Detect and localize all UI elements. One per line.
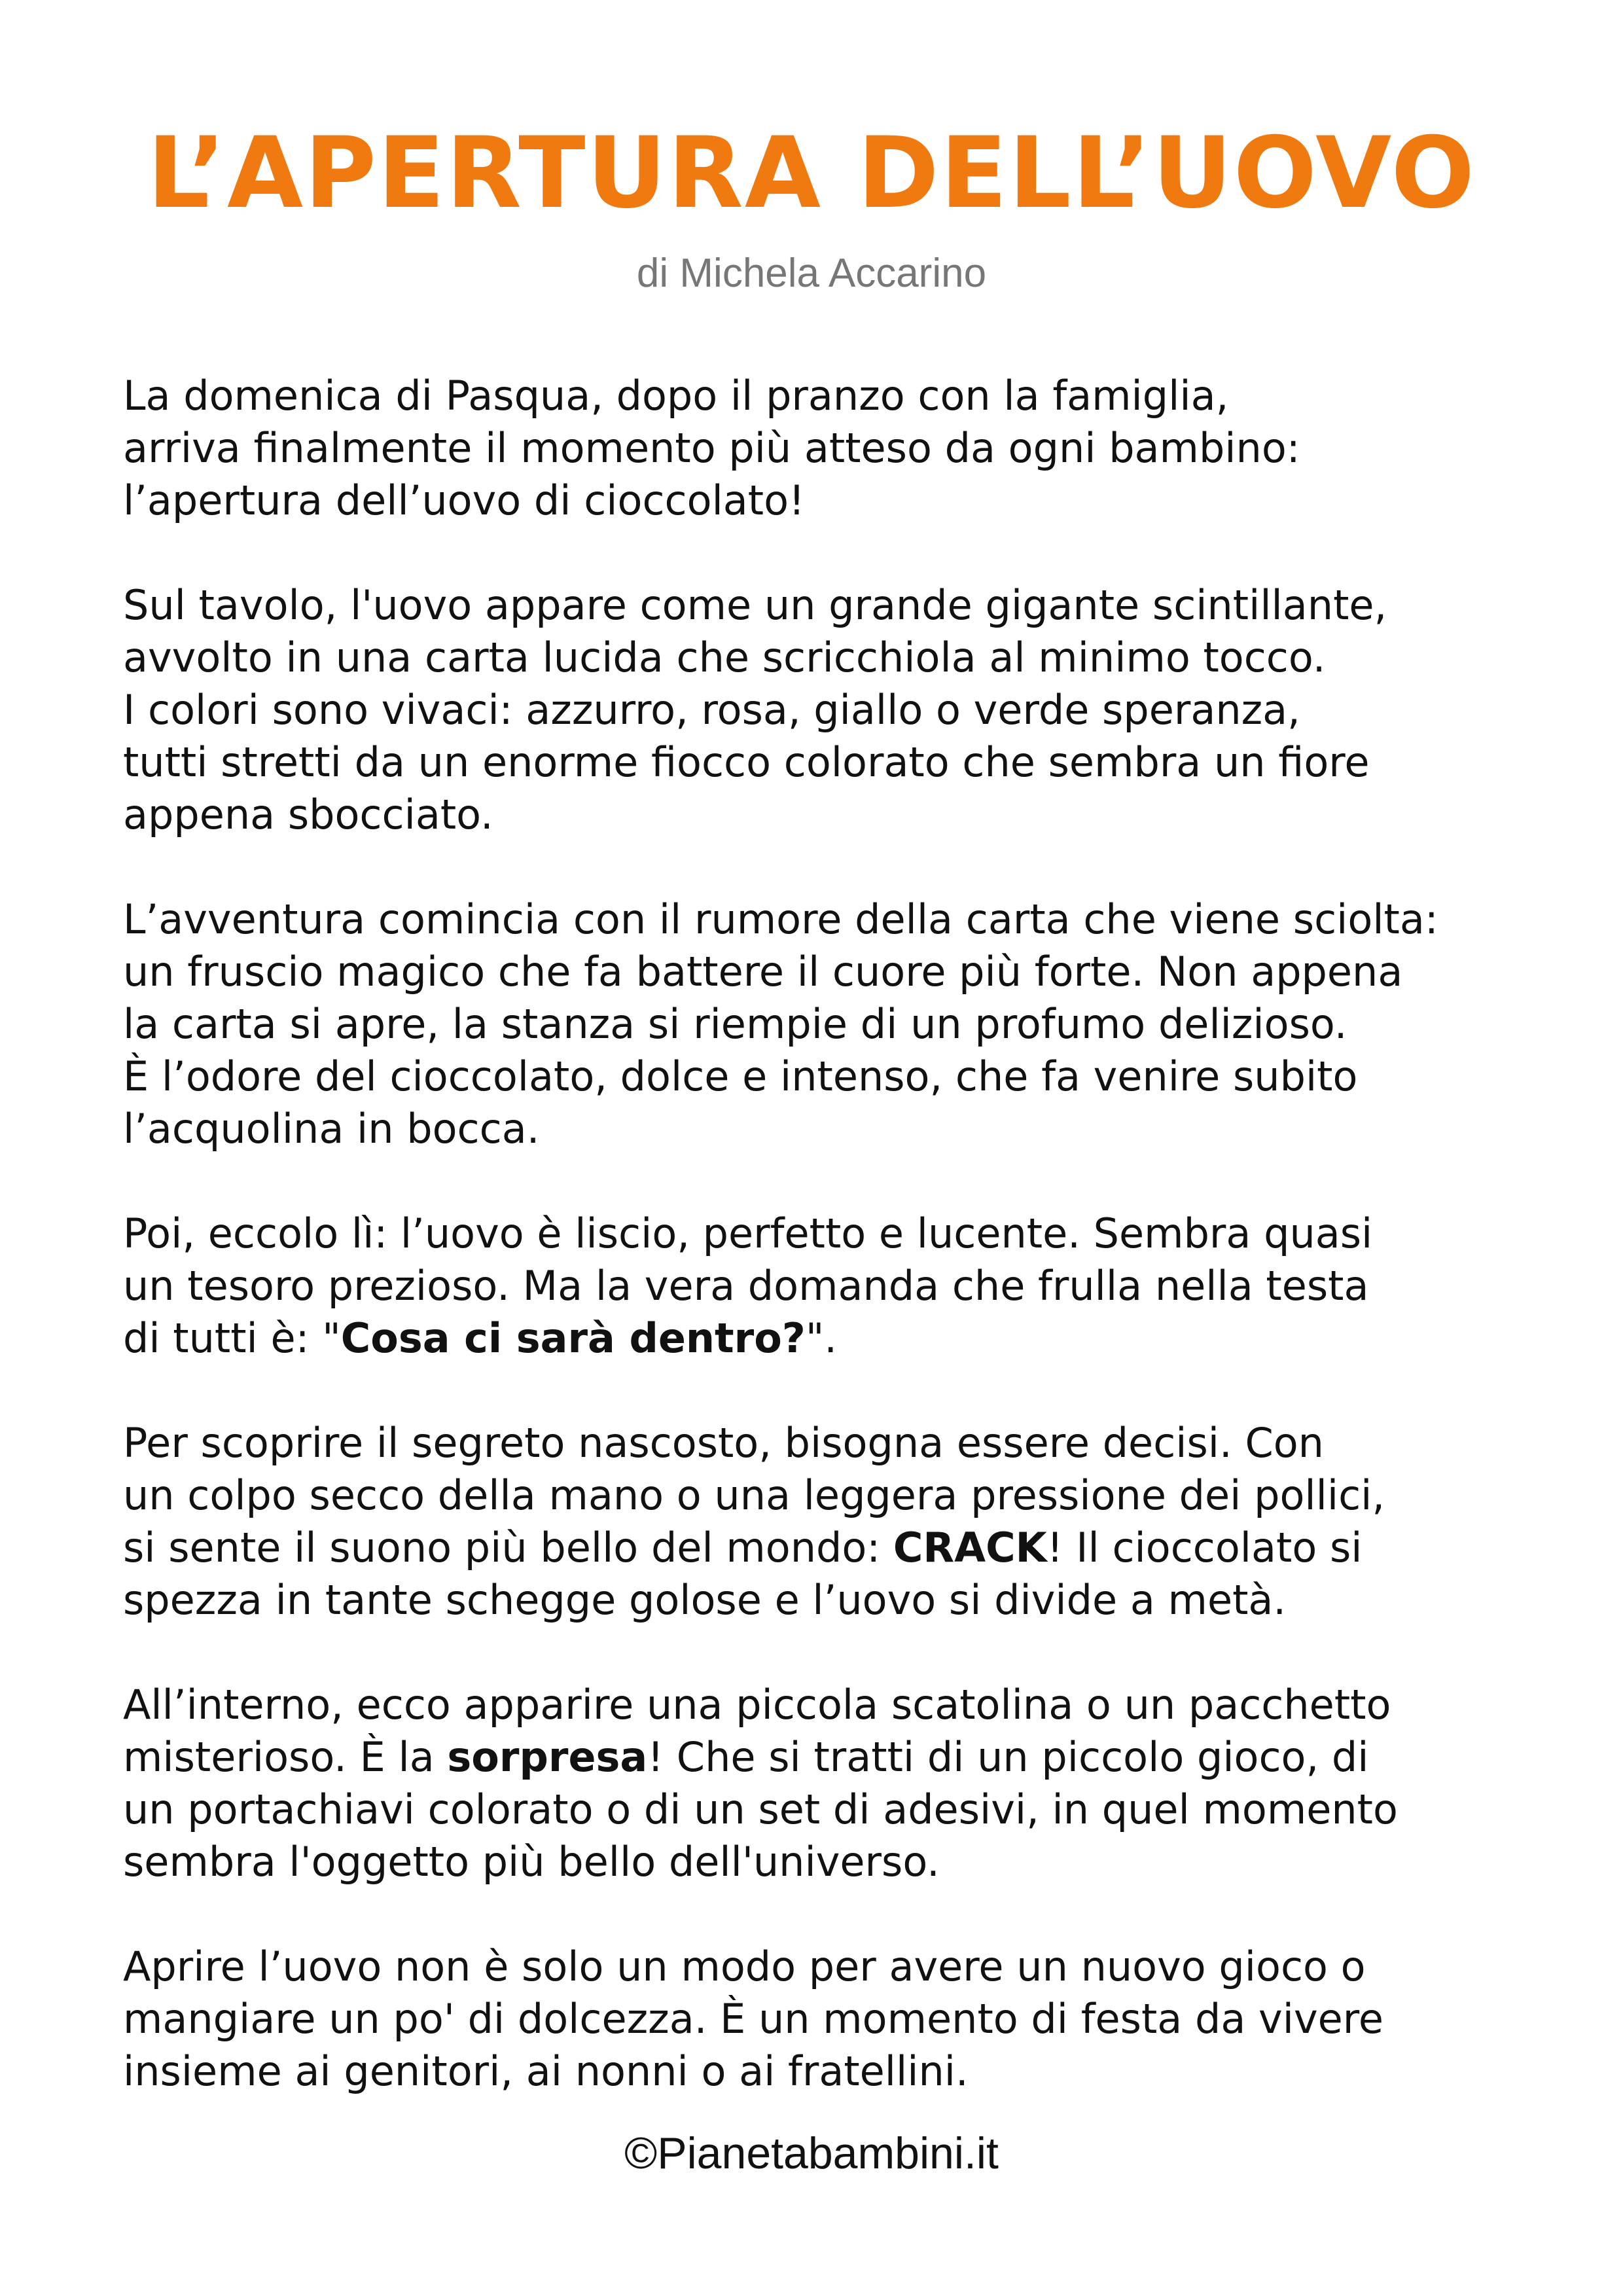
story-paragraph [123,1679,1524,1888]
text-segment: I colori sono vivaci: azzurro, rosa, giallo o verde speranza, [123,686,1300,734]
paragraph-line [123,1208,1524,1260]
text-segment: Poi, eccolo lì: l’uovo è liscio, perfetto e lucente. Sembra quasi [123,1210,1373,1257]
paragraph-line [123,736,1524,789]
story-title: L’APERTURA DELL’UOVO [147,117,1476,230]
copyright-footer: ©Pianetabambini.it [624,2128,999,2178]
text-segment: avvolto in una carta lucida che scricchiola al minimo tocco. [123,634,1326,681]
paragraph-line [123,1417,1524,1469]
paragraph-line [123,1993,1524,2045]
story-paragraph [123,1941,1524,2098]
text-segment: È l’odore del cioccolato, dolce e intenso, che fa venire subito [123,1052,1358,1100]
text-segment: All’interno, ecco apparire una piccola scatolina o un pacchetto [123,1681,1391,1729]
story-paragraph [123,370,1524,527]
paragraph-line [123,1679,1524,1731]
paragraph-line [123,1260,1524,1312]
paragraph-line [123,1103,1524,1155]
text-segment: l’acquolina in bocca. [123,1105,540,1153]
text-segment: arriva finalmente il momento più atteso da ogni bambino: [123,424,1300,472]
text-segment: spezza in tante schegge golose e l’uovo si divide a metà. [123,1576,1287,1624]
bold-text: Cosa ci sarà dentro? [340,1314,806,1362]
paragraph-line [123,684,1524,736]
text-segment: l’apertura dell’uovo di cioccolato! [123,476,805,524]
story-body [123,370,1524,2150]
paragraph-line [123,893,1524,946]
bold-text: sorpresa [447,1733,648,1781]
paragraph-line [123,370,1524,422]
text-segment: sembra l'oggetto più bello dell'universo. [123,1838,940,1886]
story-author: di Michela Accarino [636,251,987,296]
paragraph-line [123,1312,1524,1365]
paragraph-line [123,1836,1524,1888]
paragraph-line [123,1784,1524,1836]
text-segment: ! Che si tratti di un piccolo gioco, di [647,1733,1369,1781]
text-segment: un tesoro prezioso. Ma la vera domanda che frulla nella testa [123,1262,1369,1310]
paragraph-line [123,1731,1524,1784]
paragraph-line [123,475,1524,527]
paragraph-line [123,1050,1524,1103]
text-segment: Aprire l’uovo non è solo un modo per avere un nuovo gioco o [123,1943,1366,1990]
paragraph-line [123,946,1524,998]
text-segment: si sente il suono più bello del mondo: [123,1524,893,1571]
text-segment: insieme ai genitori, ai nonni o ai fratellini. [123,2047,969,2095]
text-segment: La domenica di Pasqua, dopo il pranzo con la famiglia, [123,372,1229,420]
text-segment: L’avventura comincia con il rumore della carta che viene sciolta: [123,895,1438,943]
story-paragraph [123,893,1524,1155]
paragraph-line [123,789,1524,841]
text-segment: Per scoprire il segreto nascosto, bisogna essere decisi. Con [123,1419,1324,1467]
paragraph-line [123,1941,1524,1993]
text-segment: appena sbocciato. [123,791,493,838]
text-segment: un colpo secco della mano o una leggera pressione dei pollici, [123,1471,1385,1519]
paragraph-line [123,1522,1524,1574]
text-segment: tutti stretti da un enorme fiocco colorato che sembra un fiore [123,738,1370,786]
text-segment: di tutti è: " [123,1314,341,1362]
paragraph-line [123,998,1524,1050]
paragraph-line [123,422,1524,475]
paragraph-line [123,1469,1524,1522]
text-segment: un portachiavi colorato o di un set di adesivi, in quel momento [123,1785,1398,1833]
paragraph-line [123,632,1524,684]
text-segment: ! Il cioccolato si [1046,1524,1363,1571]
text-segment: mangiare un po' di dolcezza. È un momento di festa da vivere [123,1995,1384,2043]
text-segment: ". [805,1314,838,1362]
bold-text: CRACK [893,1524,1047,1571]
paragraph-line [123,2045,1524,2098]
text-segment: la carta si apre, la stanza si riempie di un profumo delizioso. [123,1000,1347,1048]
text-segment: Sul tavolo, l'uovo appare come un grande gigante scintillante, [123,581,1387,629]
story-paragraph [123,1208,1524,1365]
paragraph-line [123,579,1524,632]
paragraph-line [123,1574,1524,1626]
text-segment: un fruscio magico che fa battere il cuore più forte. Non appena [123,948,1403,996]
text-segment: misterioso. È la [123,1733,448,1781]
story-paragraph [123,579,1524,841]
story-paragraph [123,1417,1524,1626]
